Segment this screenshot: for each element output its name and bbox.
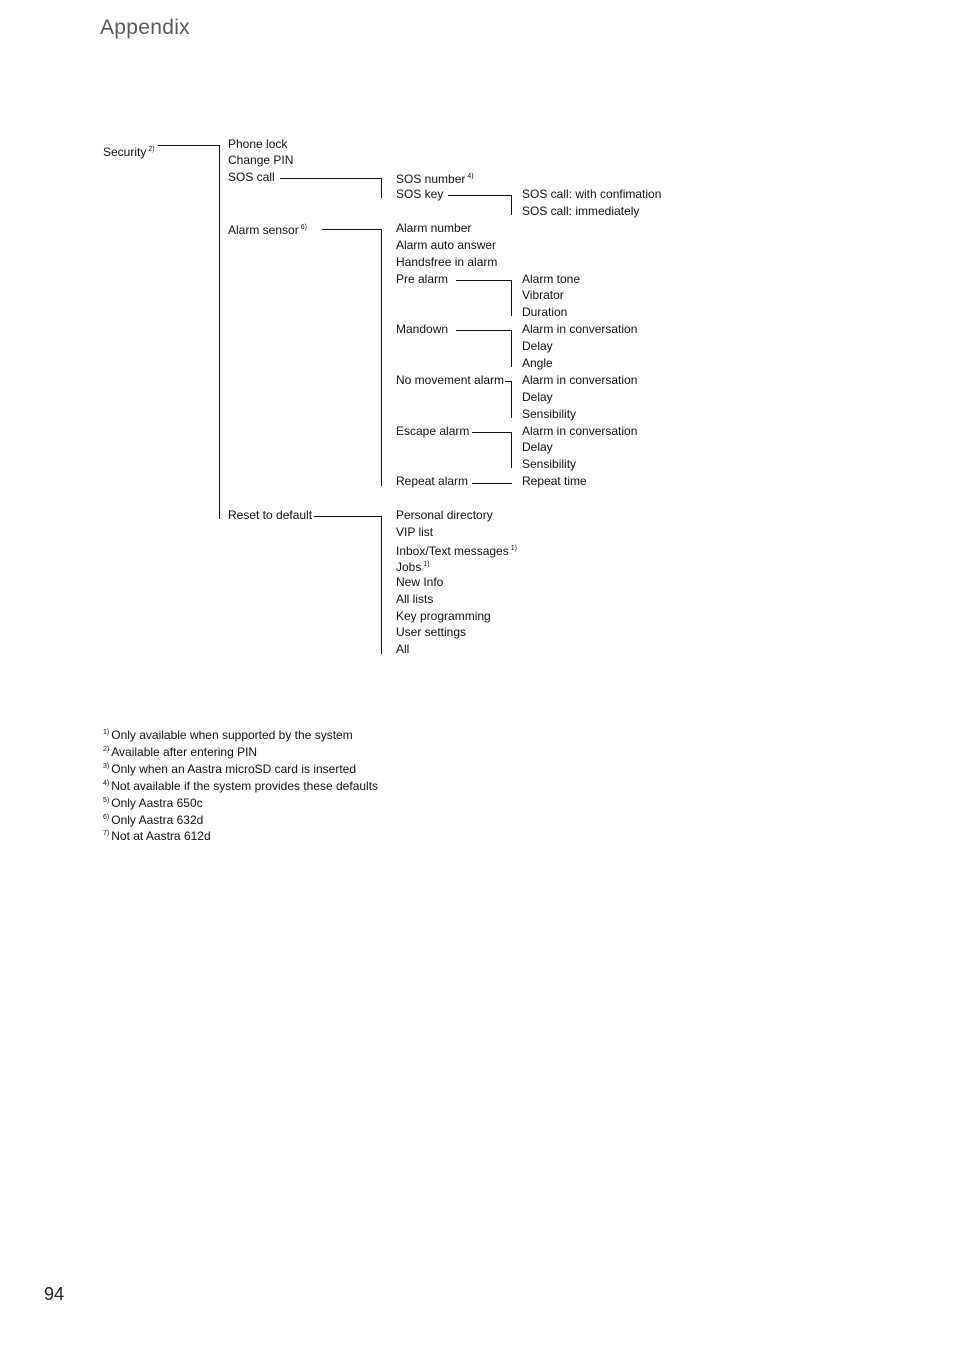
menu-item-personal-directory: Personal directory [396,508,493,522]
menu-item-change-pin: Change PIN [228,153,294,167]
menu-item-repeat-time: Repeat time [522,474,587,488]
menu-item-alarm-number: Alarm number [396,221,472,235]
menu-item-vibrator: Vibrator [522,288,564,302]
connector-line [472,432,512,433]
menu-item-escape-alarm-in-conversation: Alarm in conversation [522,424,638,438]
connector-line [511,280,512,316]
footnote: $^{3)}$ Only when an Aastra microSD card is inserted [103,762,357,776]
menu-item-mandown-delay: Delay [522,339,553,353]
menu-item-repeat-alarm: Repeat alarm [396,474,469,488]
page-title: Appendix [100,16,190,39]
menu-item-alarm-tone: Alarm tone [522,272,581,286]
menu-item-sos-number: SOS number $^{4)}$ [396,172,474,186]
connector-line [381,516,382,654]
menu-item-security: Security $^{2)}$ [103,145,155,159]
footnote: $^{4)}$ Not available if the system provides these defaults [103,779,379,793]
connector-line [381,229,382,486]
menu-item-no-movement-alarm: No movement alarm [396,373,505,387]
menu-item-escape-alarm: Escape alarm [396,424,470,438]
menu-item-no-movement-delay: Delay [522,390,553,404]
menu-item-pre-alarm: Pre alarm [396,272,449,286]
footnote: $^{2)}$ Available after entering PIN [103,745,258,759]
connector-line [219,145,220,519]
menu-item-mandown: Mandown [396,322,449,336]
menu-item-sos-key: SOS key [396,187,444,201]
connector-line [511,195,512,215]
menu-item-user-settings: User settings [396,625,467,639]
menu-item-escape-delay: Delay [522,440,553,454]
page-number: 94 [44,1284,65,1304]
connector-line [511,432,512,468]
connector-line [456,280,512,281]
menu-item-angle: Angle [522,356,553,370]
menu-item-sos-call: SOS call [228,170,275,184]
menu-item-alarm-auto-answer: Alarm auto answer [396,238,497,252]
connector-line [280,178,382,179]
connector-line [511,330,512,367]
menu-item-all-lists: All lists [396,592,434,606]
menu-item-mandown-alarm-in-conversation: Alarm in conversation [522,322,638,336]
menu-item-phone-lock: Phone lock [228,137,288,151]
menu-item-handsfree-in-alarm: Handsfree in alarm [396,255,498,269]
connector-line [158,145,220,146]
menu-item-jobs: Jobs $^{1)}$ [396,560,430,574]
menu-item-alarm-sensor: Alarm sensor $^{6)}$ [228,223,307,237]
connector-line [448,195,512,196]
menu-item-key-programming: Key programming [396,609,491,623]
menu-item-inbox-text-messages: Inbox/Text messages $^{1)}$ [396,544,517,558]
menu-item-reset-to-default: Reset to default [228,508,313,522]
menu-item-no-movement-sensibility: Sensibility [522,407,577,421]
menu-item-no-movement-alarm-in-conversation: Alarm in conversation [522,373,638,387]
menu-item-vip-list: VIP list [396,525,434,539]
menu-item-new-info: New Info [396,575,444,589]
footnote: $^{1)}$ Only available when supported by the system [103,728,353,742]
connector-line [314,516,382,517]
connector-line [511,381,512,418]
menu-item-escape-sensibility: Sensibility [522,457,577,471]
menu-item-duration: Duration [522,305,568,319]
connector-line [322,229,382,230]
menu-item-all: All [396,642,410,656]
footnote: $^{6)}$ Only Aastra 632d [103,813,204,827]
connector-line [456,330,512,331]
connector-line [472,483,512,484]
footnote: $^{7)}$ Not at Aastra 612d [103,829,211,843]
menu-item-sos-call-immediately: SOS call: immediately [522,204,640,218]
connector-line [381,178,382,198]
menu-item-sos-call-confirmation: SOS call: with confimation [522,187,662,201]
footnote: $^{5)}$ Only Aastra 650c [103,796,203,810]
